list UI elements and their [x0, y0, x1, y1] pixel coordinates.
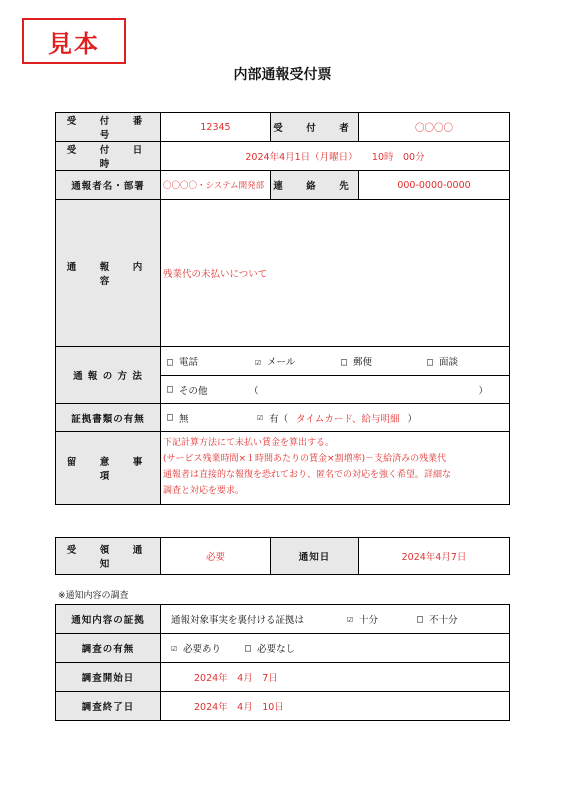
- reception-date-value: 2024年4月1日（月曜日） 10時 00分: [161, 142, 510, 171]
- method-mail-label: 郵便: [353, 357, 373, 368]
- survey-end-label: 調査終了日: [56, 692, 161, 721]
- checkbox-checked-icon[interactable]: ☑: [347, 613, 354, 625]
- method-interview[interactable]: [427, 354, 458, 368]
- method-email[interactable]: [255, 354, 341, 368]
- method-interview-label: 面談: [439, 357, 459, 368]
- method-other-row: [161, 376, 510, 404]
- survey-table: [55, 604, 510, 721]
- evidence-detail: タイムカード、給与明細: [296, 413, 400, 425]
- notes-line: (サービス残業時間×１時間あたりの賃金×割増率)－支給済みの残業代: [163, 454, 447, 464]
- reception-number-label: 受 付 番 号: [56, 113, 161, 142]
- reporter-value: 〇〇〇〇・システム開発部: [161, 171, 271, 200]
- notes-line: 下記計算方法にて未払い賃金を算出する。: [163, 438, 335, 448]
- checkbox-icon[interactable]: □: [417, 613, 424, 625]
- evidence-none-label: 無: [179, 413, 189, 425]
- method-options-row: [161, 347, 510, 376]
- checkbox-checked-icon[interactable]: ☑: [257, 412, 264, 423]
- survey-need-label: 調査の有無: [56, 634, 161, 663]
- method-label: 通 報 の 方 法: [56, 347, 161, 404]
- survey-start-value: 2024年 4月 7日: [161, 663, 510, 692]
- content-value: 残業代の未払いについて: [161, 200, 510, 347]
- reception-date-label: 受 付 日 時: [56, 142, 161, 171]
- survey-note: ※通知内容の調査: [58, 591, 129, 601]
- survey-end-value: 2024年 4月 10日: [161, 692, 510, 721]
- method-phone[interactable]: [161, 354, 255, 368]
- checkbox-icon[interactable]: □: [245, 642, 252, 654]
- survey-need-yes: 必要あり: [183, 644, 222, 655]
- survey-evidence-label: 通知内容の証拠: [56, 605, 161, 634]
- evidence-yes-label: 有（: [269, 413, 289, 425]
- notes-line: 調査と対応を要求。: [163, 486, 245, 496]
- method-phone-label: 電話: [179, 357, 199, 368]
- checkbox-icon[interactable]: □: [167, 357, 174, 368]
- notes-body: [161, 432, 510, 505]
- checkbox-icon[interactable]: □: [341, 357, 348, 368]
- method-other-label: その他: [179, 385, 208, 397]
- survey-need-no: 必要なし: [257, 644, 296, 655]
- method-email-label: メール: [267, 357, 296, 368]
- checkbox-icon[interactable]: □: [427, 357, 434, 368]
- notify-table: [55, 537, 510, 575]
- survey-enough-label: 十分: [359, 615, 379, 626]
- evidence-close: ）: [407, 413, 418, 425]
- notify-date-label: 通知日: [271, 538, 359, 575]
- checkbox-icon[interactable]: □: [167, 412, 174, 423]
- evidence-label: 証拠書類の有無: [56, 404, 161, 432]
- notes-line: 通報者は直接的な報復を恐れており、匿名での対応を強く希望。詳細な: [163, 470, 452, 480]
- notify-date-value: 2024年4月7日: [359, 538, 510, 575]
- notify-value: 必要: [161, 538, 271, 575]
- method-other-open: （: [249, 385, 259, 397]
- receiver-label: 受 付 者: [271, 113, 359, 142]
- contact-label: 連 絡 先: [271, 171, 359, 200]
- receiver-value: 〇〇〇〇: [359, 113, 510, 142]
- notify-label: 受 領 通 知: [56, 538, 161, 575]
- page-title: 内部通報受付票: [233, 67, 332, 83]
- method-other-close: ）: [478, 385, 489, 397]
- survey-notenough-label: 不十分: [429, 615, 458, 626]
- survey-evidence-text: 通報対象事実を裏付ける証拠は: [171, 615, 305, 626]
- reporter-label: 通報者名・部署: [56, 171, 161, 200]
- checkbox-icon[interactable]: □: [167, 384, 174, 395]
- content-label: 通 報 内 容: [56, 200, 161, 347]
- evidence-row: [161, 404, 510, 432]
- survey-evidence-row: [161, 605, 510, 634]
- sample-stamp: 見本: [22, 18, 126, 64]
- checkbox-checked-icon[interactable]: ☑: [171, 642, 178, 654]
- reception-table: [55, 112, 510, 505]
- checkbox-checked-icon[interactable]: ☑: [255, 357, 262, 368]
- reception-number-value: 12345: [161, 113, 271, 142]
- survey-need-row: [161, 634, 510, 663]
- notes-label: 留 意 事 項: [56, 432, 161, 505]
- survey-start-label: 調査開始日: [56, 663, 161, 692]
- method-mail[interactable]: [341, 354, 427, 368]
- contact-value: 000-0000-0000: [359, 171, 510, 200]
